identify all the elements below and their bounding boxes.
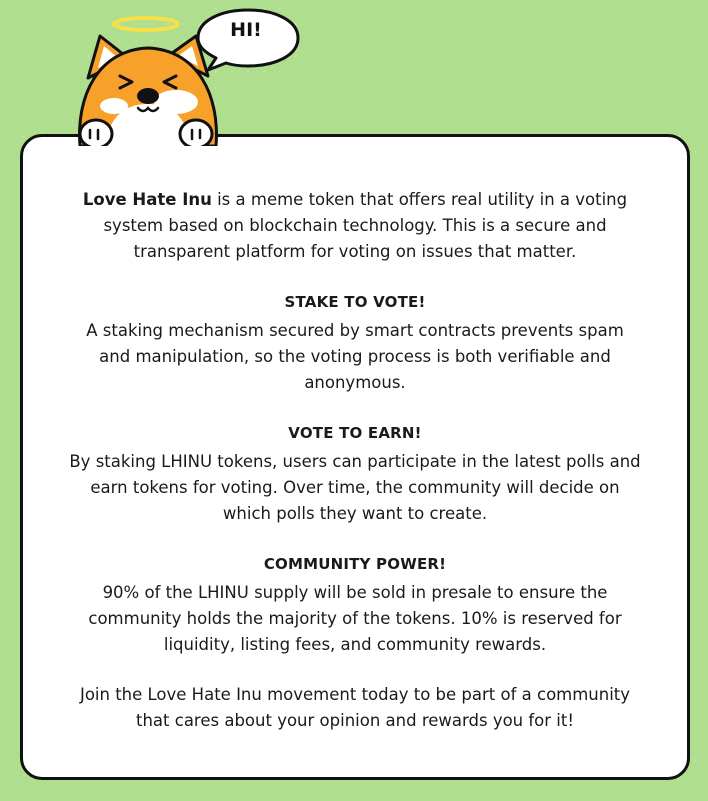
closing-line-2: that cares about your opinion and rewards you for it! <box>136 711 574 730</box>
intro-line-2: system based on blockchain technology. This is a secure and <box>103 216 607 235</box>
vote-line-2: earn tokens for voting. Over time, the community will decide on <box>90 478 620 497</box>
section-heading-community: COMMUNITY POWER! <box>263 555 447 573</box>
section-body-community <box>43 580 667 658</box>
stake-line-3: anonymous. <box>304 373 406 392</box>
intro-paragraph <box>43 187 667 265</box>
stake-line-1: A staking mechanism secured by smart contracts prevents spam <box>86 321 624 340</box>
card-content <box>43 187 667 734</box>
info-card <box>20 134 690 780</box>
spacer <box>43 658 667 682</box>
closing-paragraph <box>43 682 667 734</box>
section-heading-stake: STAKE TO VOTE! <box>284 293 426 311</box>
intro-line-3: transparent platform for voting on issues that matter. <box>133 242 577 261</box>
community-line-1: 90% of the LHINU supply will be sold in presale to ensure the <box>102 583 608 602</box>
vote-line-1: By staking LHINU tokens, users can participate in the latest polls and <box>69 452 641 471</box>
section-body-vote <box>43 449 667 527</box>
section-heading-vote: VOTE TO EARN! <box>288 424 422 442</box>
stake-line-2: and manipulation, so the voting process is both verifiable and <box>99 347 611 366</box>
community-line-3: liquidity, listing fees, and community rewards. <box>163 635 547 654</box>
intro-line-1: is a meme token that offers real utility in a voting <box>211 190 628 209</box>
closing-line-1: Join the Love Hate Inu movement today to be part of a community <box>79 685 631 704</box>
vote-line-3: which polls they want to create. <box>222 504 488 523</box>
community-line-2: community holds the majority of the tokens. 10% is reserved for <box>88 609 622 628</box>
brand-name: Love Hate Inu <box>82 190 212 209</box>
section-body-stake <box>43 318 667 396</box>
bubble-greeting: HI! <box>230 19 262 41</box>
